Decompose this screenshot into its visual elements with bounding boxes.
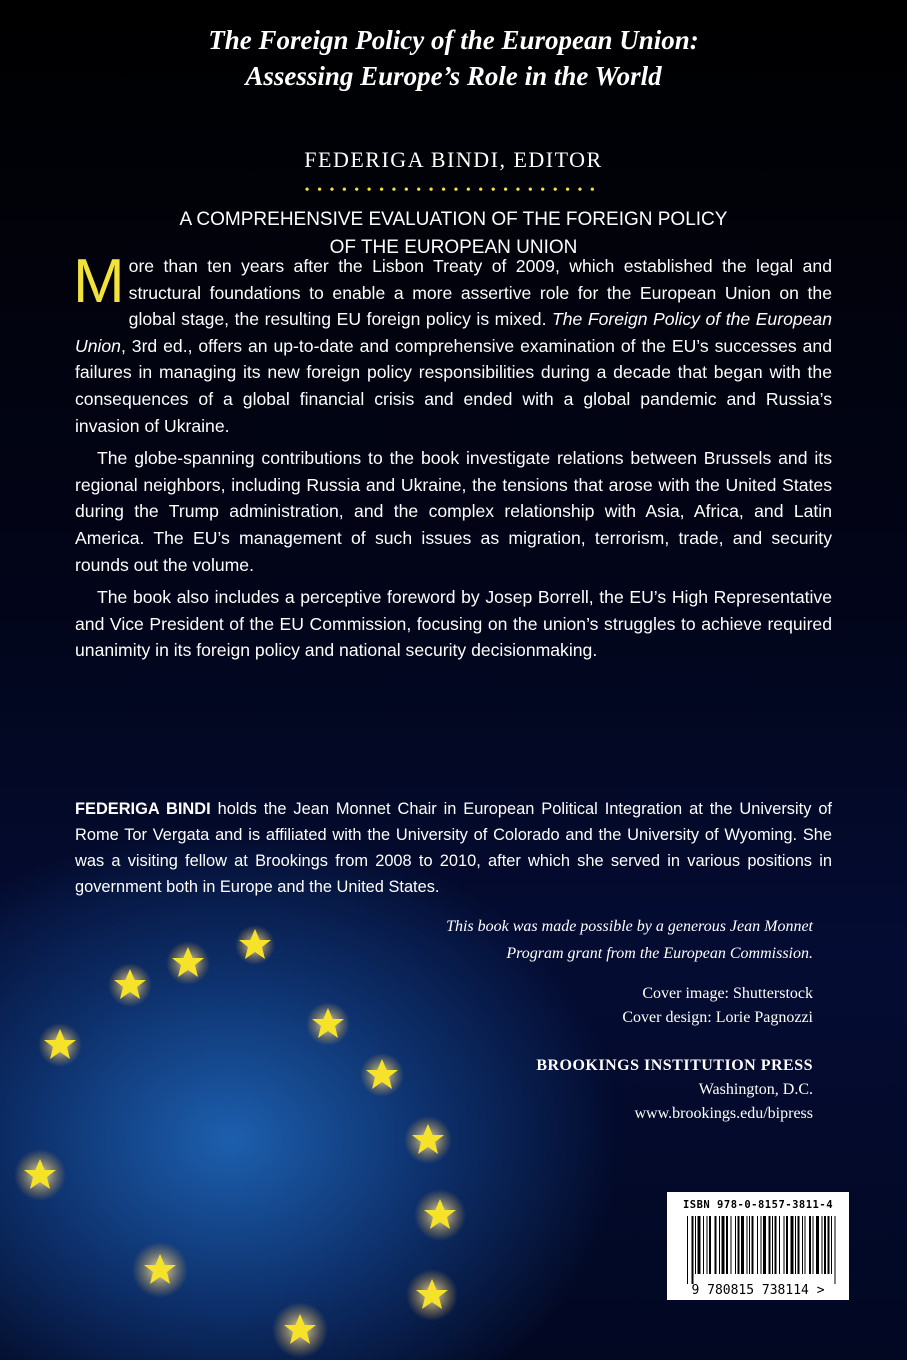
barcode-bar bbox=[752, 1216, 754, 1274]
barcode-bar bbox=[747, 1216, 748, 1274]
publisher-block bbox=[536, 1054, 813, 1126]
barcode-bar bbox=[726, 1216, 728, 1274]
barcode-bar bbox=[798, 1216, 800, 1274]
barcode-bar bbox=[695, 1216, 696, 1274]
bio-text: holds the Jean Monnet Chair in European Political Integration at the University of Rome Tor Vergata and is affiliated with the University of Colorado and the University of Wyoming. She was a visiting fellow at Brookings from 2008 to 2010, after which she served in various positions in government both in Europe and the United States. bbox=[75, 800, 832, 896]
barcode-bar bbox=[738, 1216, 740, 1274]
barcode-bar bbox=[715, 1216, 717, 1274]
description bbox=[73, 247, 832, 670]
barcode-bar bbox=[719, 1216, 720, 1274]
bio-name: FEDERIGA BINDI bbox=[75, 800, 211, 818]
paragraph-text: , 3rd ed., offers an up-to-date and comprehensive examination of the EU’s successes and failures in managing its new foreign policy responsibilities during a decade that began with the consequences of a global financial crisis and ended with a global pandemic and Russia’s invasion of Ukraine. bbox=[75, 335, 832, 436]
grant-line-1: This book was made possible by a generous Jean Monnet bbox=[446, 918, 813, 935]
paragraph-text: ore than ten years after the Lisbon Treaty of 2009, which established the legal and structural foundations to enable a more assertive role for the European Union on the global stage, the resulting EU foreign policy is mixed. bbox=[128, 256, 832, 330]
barcode-bar bbox=[795, 1216, 796, 1274]
barcode-bar bbox=[772, 1216, 773, 1274]
drop-cap: M bbox=[73, 247, 125, 316]
barcode-bar bbox=[709, 1216, 711, 1274]
description-paragraph-3: The book also includes a perceptive foreword by Josep Borrell, the EU’s High Representative and Vice President of the EU Commission, focusing on the union’s struggles to achieve required unanimity in its foreign policy and national security decisionmaking. bbox=[75, 587, 832, 661]
barcode-bar bbox=[805, 1216, 806, 1274]
barcode-bar bbox=[769, 1216, 771, 1274]
cover-design-credit: Cover design: Lorie Pagnozzi bbox=[622, 1009, 813, 1026]
grant-line-2: Program grant from the European Commission. bbox=[506, 945, 813, 962]
barcode-bar bbox=[698, 1216, 701, 1274]
publisher-city: Washington, D.C. bbox=[698, 1081, 813, 1098]
title-line-2: Assessing Europe’s Role in the World bbox=[245, 61, 662, 91]
barcode-bar bbox=[824, 1216, 826, 1274]
barcode-bar bbox=[749, 1216, 750, 1274]
barcode-bar bbox=[761, 1216, 762, 1274]
barcode-bar bbox=[763, 1216, 766, 1274]
barcode-bar bbox=[822, 1216, 823, 1274]
barcode-bar bbox=[775, 1216, 777, 1274]
barcode-bar bbox=[786, 1216, 788, 1274]
barcode-bar bbox=[722, 1216, 725, 1274]
barcode-bar bbox=[741, 1216, 744, 1274]
grant-note bbox=[446, 913, 813, 967]
book-title bbox=[0, 22, 907, 94]
barcode-bar bbox=[816, 1216, 819, 1274]
barcode-bar bbox=[757, 1216, 758, 1274]
description-paragraph-2: The globe-spanning contributions to the book investigate relations between Brussels and its regional neighbors, including Russia and Ukraine, the tensions that arose with the United States during the Trump administration, and the complex relationship with Asia, Africa, and Latin America. The EU’s management of such issues as migration, terrorism, trade, and security rounds out the volume. bbox=[75, 448, 832, 575]
barcode-bar bbox=[809, 1216, 811, 1274]
isbn-barcode bbox=[667, 1192, 849, 1300]
barcode-bar bbox=[831, 1216, 832, 1274]
cover-credits bbox=[622, 982, 813, 1030]
barcode-bar bbox=[784, 1216, 785, 1274]
barcode-bar bbox=[707, 1216, 708, 1274]
isbn-text: ISBN 978-0-8157-3811-4 bbox=[682, 1199, 834, 1211]
barcode-bar bbox=[813, 1216, 814, 1274]
barcode-bars bbox=[687, 1216, 837, 1284]
barcode-bar bbox=[731, 1216, 732, 1274]
barcode-bar bbox=[687, 1216, 688, 1284]
editor-name: FEDERIGA BINDI, EDITOR bbox=[304, 147, 603, 172]
editor-bio bbox=[75, 796, 832, 900]
barcode-bar bbox=[791, 1216, 794, 1274]
barcode-bar bbox=[828, 1216, 830, 1274]
publisher-name: BROOKINGS INSTITUTION PRESS bbox=[536, 1057, 813, 1074]
dotted-divider: •••••••••••••••••••••••• bbox=[304, 183, 603, 198]
publisher-url: www.brookings.edu/bipress bbox=[634, 1105, 813, 1122]
title-line-1: The Foreign Policy of the European Union: bbox=[208, 25, 699, 55]
barcode-bar bbox=[703, 1216, 704, 1274]
barcode-bar bbox=[779, 1216, 780, 1274]
barcode-bar bbox=[802, 1216, 803, 1274]
description-paragraph-1 bbox=[73, 247, 832, 439]
barcode-bar bbox=[692, 1216, 694, 1284]
cover-image-credit: Cover image: Shutterstock bbox=[642, 985, 813, 1002]
subtitle-line-2: OF THE EUROPEAN UNION bbox=[329, 237, 578, 258]
barcode-bar bbox=[735, 1216, 736, 1274]
book-title-italic: The Foreign Policy of the European Union bbox=[75, 309, 832, 356]
subtitle-line-1: A COMPREHENSIVE EVALUATION OF THE FOREIGN POLICY bbox=[179, 209, 728, 230]
barcode-bar bbox=[835, 1216, 836, 1284]
barcode-digits: 9 780815 738114 > bbox=[691, 1283, 825, 1298]
